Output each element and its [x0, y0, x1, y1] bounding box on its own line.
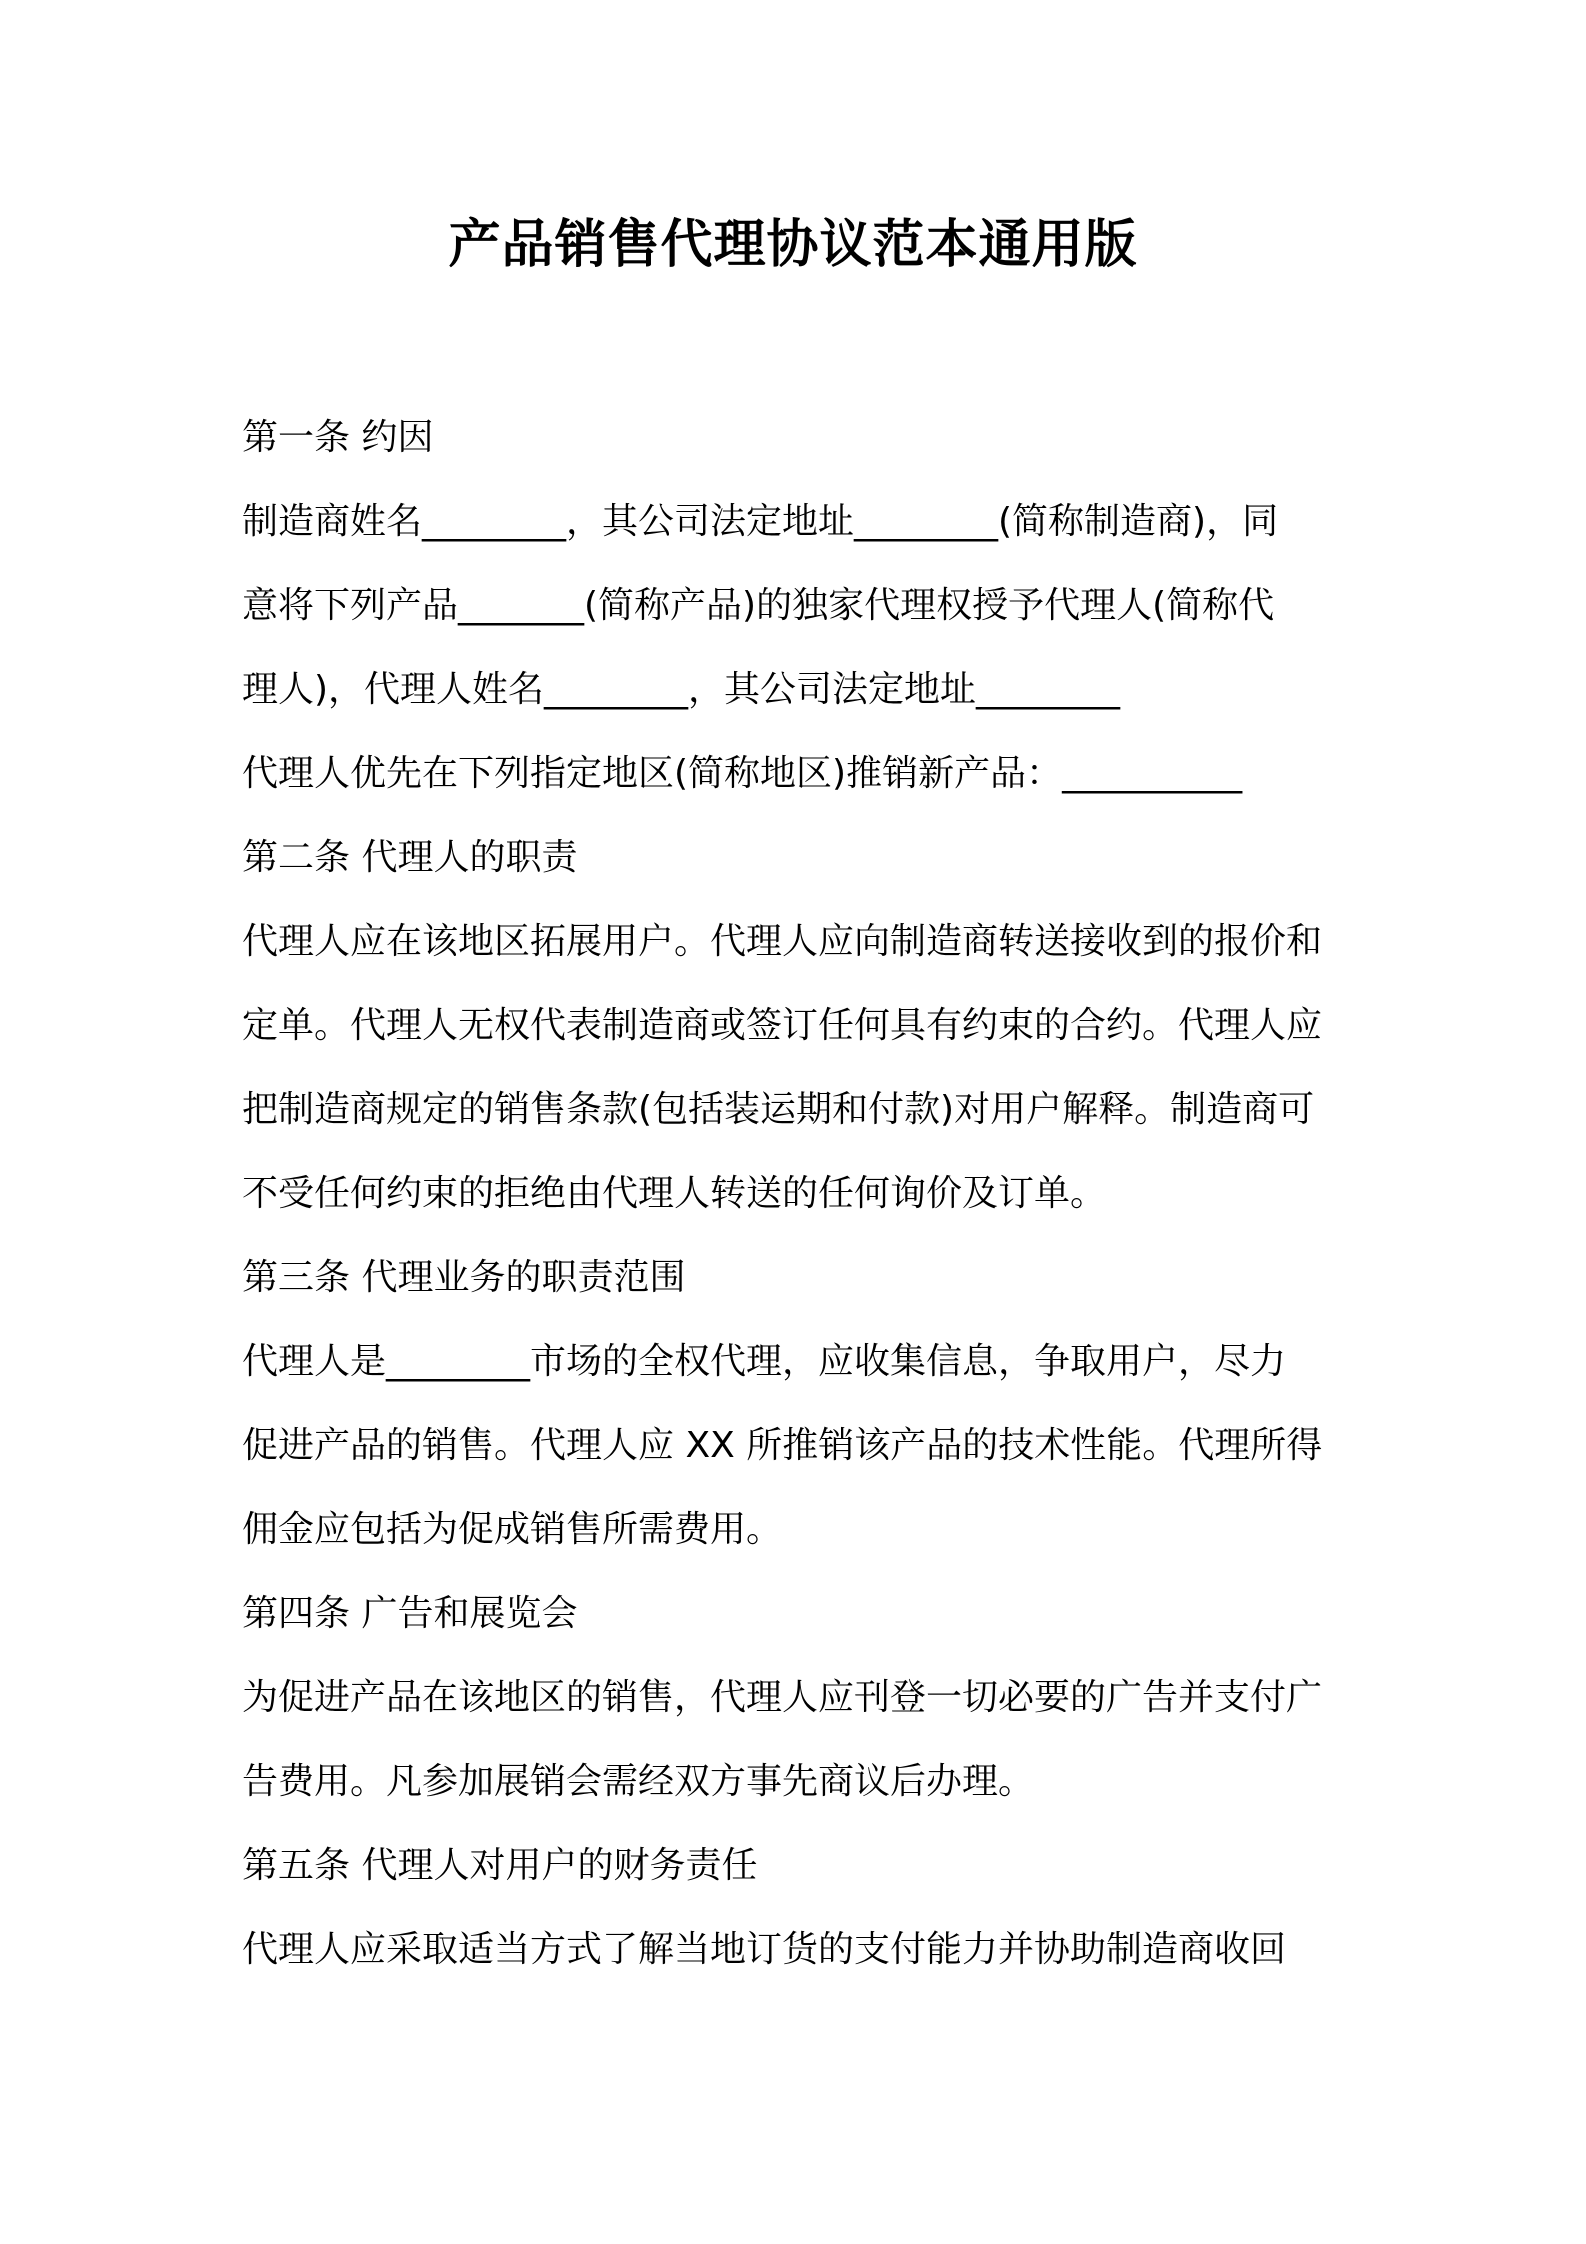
paragraph-line: 告费用。凡参加展销会需经双方事先商议后办理。	[242, 1761, 1035, 1802]
article-3-heading: 第三条 代理业务的职责范围	[242, 1257, 686, 1298]
paragraph-line: 理人)，代理人姓名________，其公司法定地址________	[242, 669, 1121, 710]
paragraph-line: 代理人应采取适当方式了解当地订货的支付能力并协助制造商收回	[242, 1929, 1287, 1970]
paragraph-line: 代理人应在该地区拓展用户。代理人应向制造商转送接收到的报价和	[242, 921, 1323, 962]
paragraph-line: 代理人优先在下列指定地区(简称地区)推销新产品：__________	[242, 753, 1243, 794]
paragraph-line: 意将下列产品_______(简称产品)的独家代理权授予代理人(简称代	[242, 585, 1275, 626]
paragraph-line: 把制造商规定的销售条款(包括装运期和付款)对用户解释。制造商可	[242, 1089, 1315, 1130]
article-4-heading: 第四条 广告和展览会	[242, 1593, 578, 1634]
paragraph-line: 佣金应包括为促成销售所需费用。	[242, 1509, 783, 1550]
article-2-heading: 第二条 代理人的职责	[242, 837, 578, 878]
document-body	[242, 396, 1352, 1992]
paragraph-line: 定单。代理人无权代表制造商或签订任何具有约束的合约。代理人应	[242, 1005, 1323, 1046]
paragraph-line: 代理人是________市场的全权代理，应收集信息，争取用户，尽力	[242, 1341, 1287, 1382]
article-5-heading: 第五条 代理人对用户的财务责任	[242, 1845, 758, 1886]
paragraph-line: 促进产品的销售。代理人应 XX 所推销该产品的技术性能。代理所得	[242, 1425, 1323, 1466]
article-1-heading: 第一条 约因	[242, 417, 434, 458]
document-title: 产品销售代理协议范本通用版	[448, 215, 1138, 275]
paragraph-line: 制造商姓名________，其公司法定地址________(简称制造商)，同	[242, 501, 1279, 542]
paragraph-line: 为促进产品在该地区的销售，代理人应刊登一切必要的广告并支付广	[242, 1677, 1323, 1718]
paragraph-line: 不受任何约束的拒绝由代理人转送的任何询价及订单。	[242, 1173, 1107, 1214]
